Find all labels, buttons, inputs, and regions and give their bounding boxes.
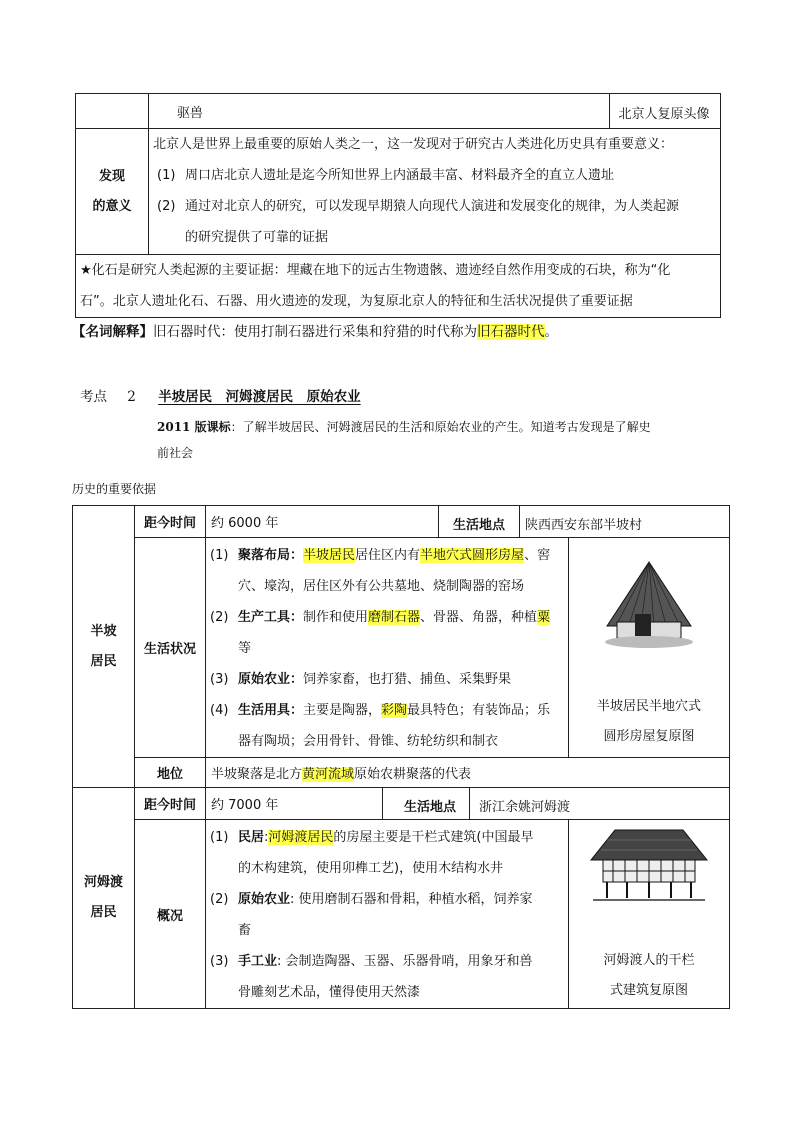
hemudu-caption-2: 式建筑复原图 — [609, 983, 688, 998]
hemudu-name-1: 河姆渡 — [83, 875, 123, 890]
hemudu-item-1 — [206, 822, 568, 884]
banpo-place-value: 陕西西安东部半坡村 — [525, 518, 643, 533]
cell-divider — [609, 94, 610, 129]
banpo-caption-1: 半坡居民半地穴式 — [596, 699, 701, 714]
term-end: 。 — [544, 324, 558, 340]
point-text: 周口店北京人遗址是迄今所知世界上内涵最丰富、材料最齐全的直立人遗址 — [185, 168, 615, 183]
hemudu-image-cell — [569, 820, 730, 1009]
point-number: (2) — [157, 199, 176, 214]
highlight: 半地穴式圆形房屋 — [420, 548, 525, 563]
banpo-name-1: 半坡 — [90, 623, 117, 639]
fossil-note — [76, 255, 721, 318]
term-bracket: 【名词解释】 — [72, 324, 153, 340]
banpo-item-3 — [206, 664, 568, 695]
banpo-status-label: 地位 — [135, 758, 206, 788]
item-text-cont: 等 — [238, 641, 252, 656]
point-text: 通过对北京人的研究，可以发现早期猿人向现代人演进和发展变化的规律，为人类起源 — [185, 199, 680, 214]
item-text: : 使用磨制石器和骨耜，种植水稻，饲养家 — [290, 892, 533, 907]
exam-point-title: 半坡居民 河姆渡居民 原始农业 — [158, 389, 361, 405]
banpo-name-2: 居民 — [90, 653, 117, 669]
significance-point-1 — [153, 160, 720, 191]
item-heading: 聚落布局： — [238, 548, 304, 563]
item-text: 主要是陶器， — [303, 703, 382, 718]
item-text: : — [264, 830, 269, 845]
item-text: 、骨器、角器，种植 — [420, 610, 538, 625]
item-text: : 会制造陶器、玉器、乐器骨哨，用象牙和兽 — [277, 954, 533, 969]
cell-divider — [382, 788, 383, 820]
point-text-cont: 的研究提供了可靠的证据 — [185, 230, 329, 245]
expel-beasts-cell — [149, 94, 721, 129]
discovery-intro: 北京人是世界上最重要的原始人类之一，这一发现对于研究古人类进化历史具有重要意义： — [153, 137, 674, 152]
item-number: (2) — [210, 610, 229, 625]
exam-point-number: 2 — [127, 389, 136, 405]
banpo-time-place-row — [206, 506, 730, 538]
hemudu-name-2: 居民 — [90, 905, 117, 920]
hemudu-name-cell — [73, 788, 135, 1009]
hemudu-time-label: 距今时间 — [135, 788, 206, 820]
term-explanation — [72, 321, 558, 343]
banpo-place-label: 生活地点 — [453, 518, 506, 533]
point-number: (1) — [157, 168, 176, 183]
item-number: (2) — [210, 892, 229, 907]
banpo-life-content — [206, 538, 569, 758]
hemudu-place-value: 浙江余姚河姆渡 — [479, 800, 571, 815]
item-heading: 手工业 — [238, 954, 278, 969]
item-number: (3) — [210, 954, 229, 969]
curriculum-standard — [157, 414, 651, 466]
item-heading: 生产工具： — [238, 610, 304, 625]
item-number: (1) — [210, 548, 229, 563]
hemudu-place-label: 生活地点 — [404, 800, 457, 815]
fossil-note-line-1: ★化石是研究人类起源的主要证据：埋藏在地下的远古生物遗骸、遗迹经自然作用变成的石块，称为“化 — [80, 263, 671, 278]
item-text-cont: 骨雕刻艺术品，懂得使用天然漆 — [238, 985, 421, 1000]
exam-point-label: 考点 — [80, 389, 107, 405]
banpo-item-2 — [206, 602, 568, 664]
highlight: 磨制石器 — [368, 610, 421, 625]
exam-point-heading — [80, 385, 361, 405]
banpo-table — [72, 505, 730, 1009]
banpo-item-4 — [206, 695, 568, 757]
banpo-time-label: 距今时间 — [135, 506, 206, 538]
item-heading: 民居 — [238, 830, 265, 845]
item-text: 饲养家畜，也打猎、捕鱼、采集野果 — [303, 672, 512, 687]
hemudu-time-value: 约 7000 年 — [211, 798, 279, 813]
highlight: 河姆渡居民 — [268, 830, 334, 845]
highlight: 粟 — [537, 610, 551, 625]
peking-man-table — [75, 93, 721, 318]
banpo-life-label: 生活状况 — [135, 538, 206, 758]
expel-beasts-text: 驱兽 — [177, 105, 204, 121]
standard-text-end: 历史的重要依据 — [72, 482, 157, 496]
item-text: 、窖 — [524, 548, 551, 563]
item-text-cont: 穴、壕沟，居住区外有公共墓地、烧制陶器的窑场 — [238, 579, 525, 594]
item-text-cont: 器有陶埙；会用骨针、骨锥、纺轮纺织和制衣 — [238, 734, 499, 749]
item-text: 最具特色；有装饰品；乐 — [407, 703, 551, 718]
item-text: 制作和使用 — [303, 610, 369, 625]
hemudu-caption-1: 河姆渡人的干栏 — [603, 953, 695, 968]
cell-divider — [438, 506, 439, 538]
banpo-name-cell — [73, 506, 135, 788]
banpo-time-value: 约 6000 年 — [211, 516, 279, 531]
item-number: (1) — [210, 830, 229, 845]
banpo-image-cell — [569, 538, 730, 758]
hemudu-item-2 — [206, 884, 568, 946]
significance-point-2 — [153, 191, 720, 253]
cell-divider — [519, 506, 520, 538]
item-number: (3) — [210, 672, 229, 687]
status-text: 原始农耕聚落的代表 — [354, 767, 472, 782]
item-text-cont: 的木构建筑，使用卯榫工艺)，使用木结构水井 — [238, 861, 504, 876]
highlight: 半坡居民 — [303, 548, 356, 563]
hemudu-overview-label: 概况 — [135, 820, 206, 1009]
term-text: 旧石器时代：使用打制石器进行采集和狩猎的时代称为 — [153, 324, 477, 340]
item-number: (4) — [210, 703, 229, 718]
banpo-caption-2: 圆形房屋复原图 — [603, 729, 695, 744]
label-line-1: 发现 — [98, 168, 125, 184]
empty-cell — [76, 94, 149, 129]
item-heading: 原始农业： — [238, 672, 304, 687]
item-heading: 生活用具： — [238, 703, 304, 718]
item-text: 居住区内有 — [355, 548, 421, 563]
status-text: 半坡聚落是北方 — [211, 767, 303, 782]
term-highlight: 旧石器时代 — [477, 324, 545, 340]
discovery-significance-label — [76, 129, 149, 255]
item-text: 的房屋主要是干栏式建筑(中国最早 — [333, 830, 534, 845]
standard-year: 2011 版课标 — [157, 420, 231, 434]
standard-text: ：了解半坡居民、河姆渡居民的生活和原始农业的产生。知道考古发现是了解史 — [230, 420, 651, 434]
hemudu-item-3 — [206, 946, 568, 1008]
discovery-significance-content — [149, 129, 721, 255]
highlight: 黄河流域 — [302, 767, 355, 782]
highlight: 彩陶 — [381, 703, 408, 718]
banpo-status-value — [206, 758, 730, 788]
banpo-item-1 — [206, 540, 568, 602]
item-heading: 原始农业 — [238, 892, 291, 907]
fossil-note-line-2: 石”。北京人遗址化石、石器、用火遗迹的发现，为复原北京人的特征和生活状况提供了重要证据 — [80, 294, 633, 309]
item-text-cont: 畜 — [238, 923, 252, 938]
label-line-2: 的意义 — [92, 198, 132, 214]
stilt-house-illustration — [587, 826, 711, 906]
cell-divider — [469, 788, 470, 820]
standard-text-cont: 前社会 — [157, 446, 194, 460]
hemudu-overview-content — [206, 820, 569, 1009]
round-hut-illustration — [599, 556, 699, 656]
peking-man-head-caption: 北京人复原头像 — [618, 106, 710, 122]
hemudu-time-place-row — [206, 788, 730, 820]
